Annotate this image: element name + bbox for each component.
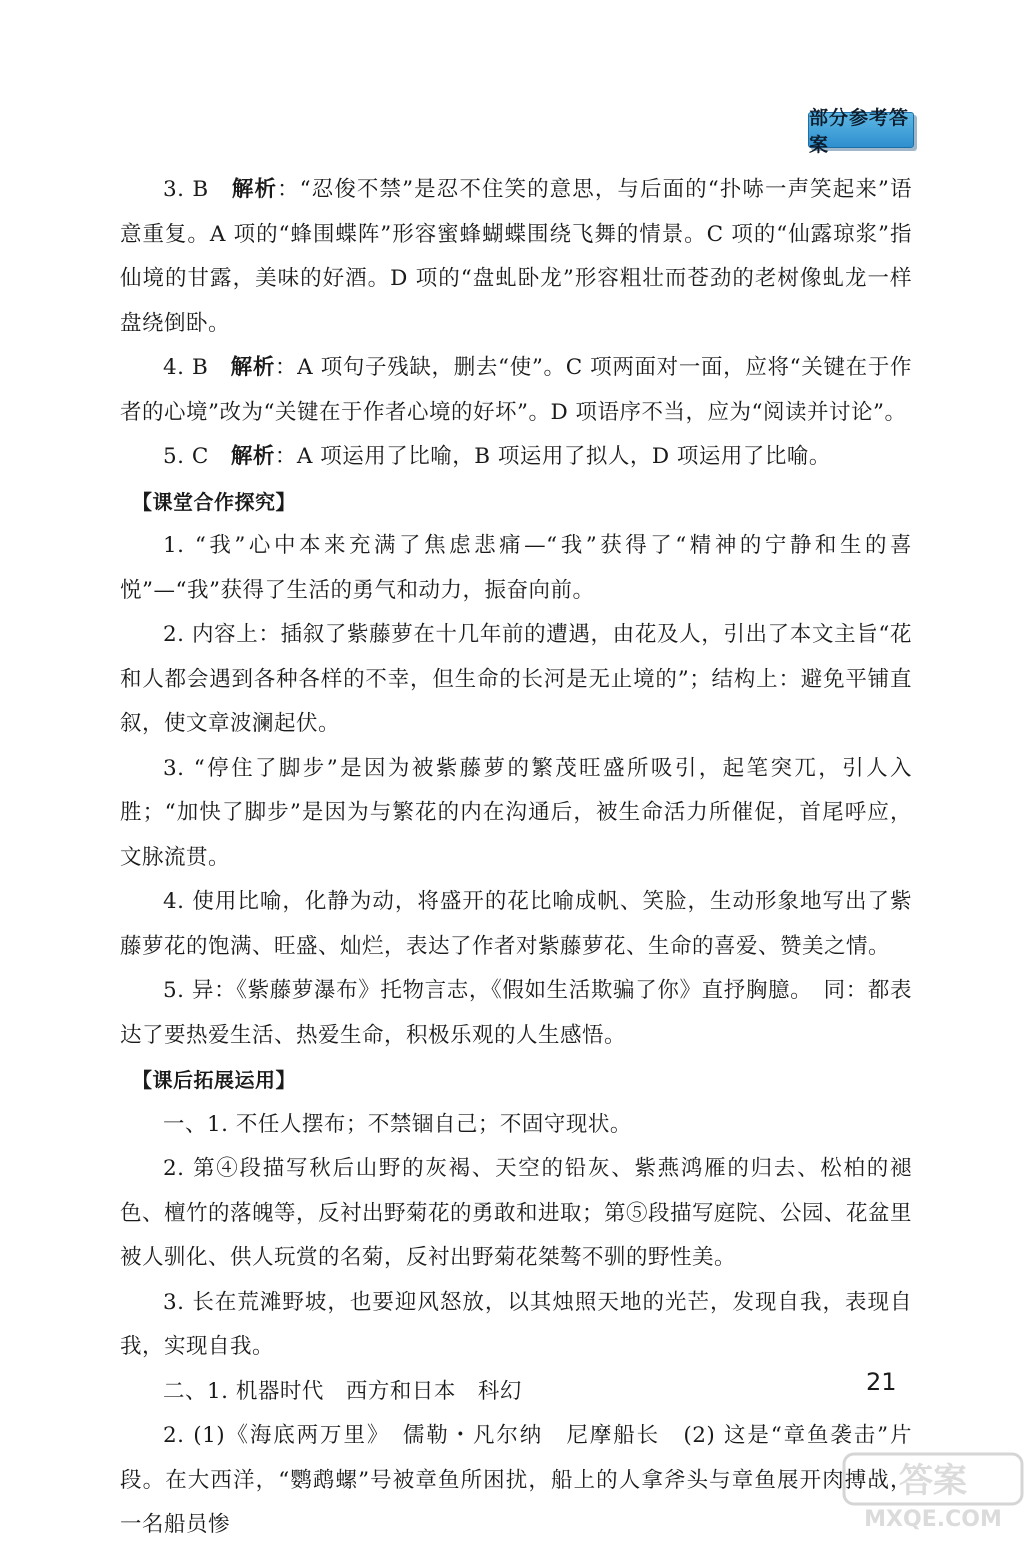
extension-answer-2: 2. 第④段描写秋后山野的灰褐、天空的铅灰、紫燕鸿雁的归去、松柏的褪色、檀竹的落魄等，反衬出野菊花的勇敢和进取；第⑤段描写庭院、公园、花盆里被人驯化、供人玩赏的名菊，反衬出野菊花桀骜不驯的野性美。 <box>120 1156 913 1270</box>
answer-4-text: ：A 项句子残缺，删去“使”。C 项两面对一面，应将“关键在于作者的心境”改为“关键在于作者心境的好坏”。D 项语序不当，应为“阅读并讨论”。 <box>120 355 912 425</box>
section-heading-extension: 【课后拓展运用】 <box>132 1068 296 1092</box>
classroom-answer-5: 5. 异：《紫藤萝瀑布》托物言志，《假如生活欺骗了你》直抒胸臆。 同：都表达了要热爱生活、热爱生命，积极乐观的人生感悟。 <box>120 978 912 1048</box>
watermark-text: 答案 <box>899 1461 967 1501</box>
extension-answer-1: 一、1. 不任人摆布；不禁锢自己；不固守现状。 <box>163 1111 632 1137</box>
answer-content <box>120 168 912 1548</box>
section-badge-label: 部分参考答案 <box>809 107 910 156</box>
page-number: 21 <box>866 1368 897 1396</box>
answer-4-number: 4. B <box>163 355 231 380</box>
answer-3-label: 解析 <box>231 177 278 202</box>
watermark-site: MXQE.COM <box>864 1507 1002 1532</box>
answer-4 <box>120 346 912 435</box>
watermark-logo <box>840 1448 1026 1532</box>
extension-answer-3: 3. 长在荒滩野坡，也要迎风怒放，以其烛照天地的光芒，发现自我，表现自我，实现自我。 <box>120 1289 912 1359</box>
classroom-answer-2: 2. 内容上：插叙了紫藤萝在十几年前的遭遇，由花及人，引出了本文主旨“花和人都会遇到各种各样的不幸，但生命的长河是无止境的”；结构上：避免平铺直叙，使文章波澜起伏。 <box>120 622 912 736</box>
section-badge <box>808 107 914 156</box>
extension-answer-5: 2. (1)《海底两万里》 儒勒・凡尔纳 尼摩船长 (2) 这是“章鱼袭击”片段。在大西洋，“鹦鹉螺”号被章鱼所困扰，船上的人拿斧头与章鱼展开肉搏战，一名船员惨 <box>120 1423 912 1537</box>
answer-5-number: 5. C <box>163 444 231 469</box>
answer-3 <box>120 168 912 346</box>
answer-5-text: ：A 项运用了比喻，B 项运用了拟人，D 项运用了比喻。 <box>274 444 831 469</box>
answer-3-number: 3. B <box>163 177 232 202</box>
answer-5 <box>120 435 912 480</box>
answer-4-label: 解析 <box>230 355 275 380</box>
answer-5-label: 解析 <box>230 444 275 469</box>
extension-answer-4: 二、1. 机器时代 西方和日本 科幻 <box>163 1378 522 1404</box>
answer-3-text: ：“忍俊不禁”是忍不住笑的意思，与后面的“扑哧一声笑起来”语意重复。A 项的“蜂围蝶阵”形容蜜蜂蝴蝶围绕飞舞的情景。C 项的“仙露琼浆”指仙境的甘露，美味的好酒。D 项的“盘虬卧龙”形容粗壮而苍劲的老树像虬龙一样盘绕倒卧。 <box>120 177 912 336</box>
classroom-answer-3: 3. “停住了脚步”是因为被紫藤萝的繁茂旺盛所吸引，起笔突兀，引人入胜；“加快了脚步”是因为与繁花的内在沟通后，被生命活力所催促，首尾呼应，文脉流贯。 <box>120 755 912 870</box>
classroom-answer-1: 1. “我”心中本来充满了焦虑悲痛—“我”获得了“精神的宁静和生的喜悦”—“我”获得了生活的勇气和动力，振奋向前。 <box>120 533 912 603</box>
classroom-answer-4: 4. 使用比喻，化静为动，将盛开的花比喻成帆、笑脸，生动形象地写出了紫藤萝花的饱满、旺盛、灿烂，表达了作者对紫藤萝花、生命的喜爱、赞美之情。 <box>120 889 912 959</box>
section-heading-classroom: 【课堂合作探究】 <box>132 489 296 514</box>
